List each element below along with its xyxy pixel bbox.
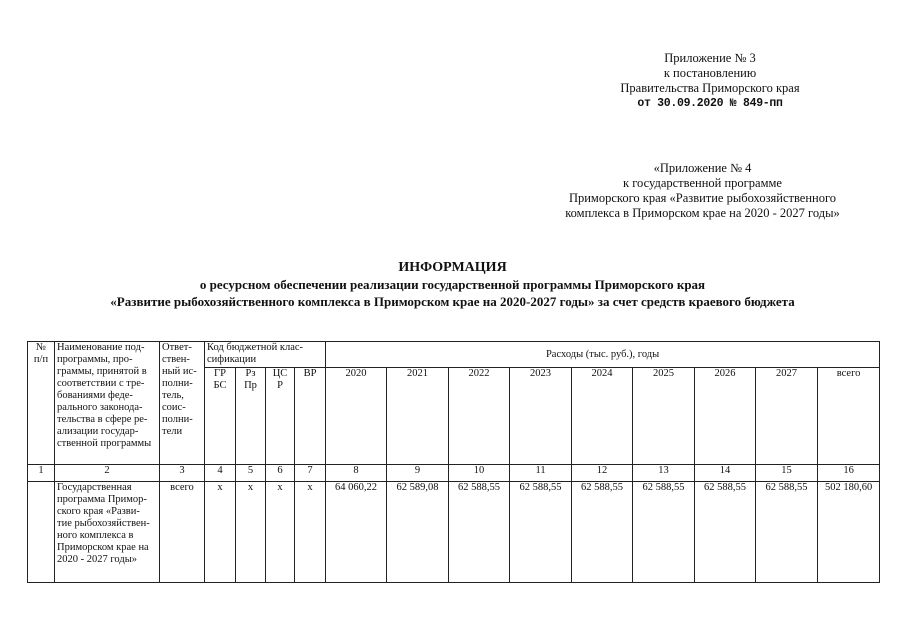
document-title (0, 259, 905, 310)
header-name: Наименование под- программы, про- граммы, принятой в соответствии с тре- бованиями феде- рального законода- тельства в сфере ре- ализации государ- ственной программы (55, 342, 160, 465)
appendix-4-title: «Приложение № 4 (653, 161, 752, 175)
resolution-stamp: от 30.09.2020 № 849-пп (637, 97, 783, 110)
col-number: 1 (28, 465, 55, 482)
col-number: 3 (160, 465, 205, 482)
header-expenses: Расходы (тыс. руб.), годы (326, 342, 880, 368)
row-value-2027: 62 588,55 (756, 482, 818, 583)
header-year: 2026 (695, 368, 756, 465)
row-value-total: 502 180,60 (818, 482, 880, 583)
row-value-2022: 62 588,55 (449, 482, 510, 583)
col-number: 10 (449, 465, 510, 482)
header-year: 2023 (510, 368, 572, 465)
appendix-4-block (520, 161, 885, 221)
col-number: 12 (572, 465, 633, 482)
header-rzpr: Рз Пр (236, 368, 266, 465)
row-value-2024: 62 588,55 (572, 482, 633, 583)
col-number: 5 (236, 465, 266, 482)
header-total: всего (818, 368, 880, 465)
header-year: 2024 (572, 368, 633, 465)
header-year: 2022 (449, 368, 510, 465)
header-budget-code: Код бюджетной клас- сификации (205, 342, 326, 368)
row-value-2020: 64 060,22 (326, 482, 387, 583)
row-value-2025: 62 588,55 (633, 482, 695, 583)
col-number: 9 (387, 465, 449, 482)
appendix-3-title: Приложение № 3 (664, 51, 756, 65)
header-year: 2025 (633, 368, 695, 465)
row-csr: х (266, 482, 295, 583)
appendix-3-line: к постановлению (663, 66, 757, 80)
header-csr: ЦС Р (266, 368, 295, 465)
resource-table (27, 341, 880, 583)
col-number: 6 (266, 465, 295, 482)
col-number: 7 (295, 465, 326, 482)
appendix-4-line: к государственной программе (623, 176, 782, 190)
row-rzpr: х (236, 482, 266, 583)
row-grbs: х (205, 482, 236, 583)
col-number: 8 (326, 465, 387, 482)
header-vr: ВР (295, 368, 326, 465)
row-num (28, 482, 55, 583)
row-value-2023: 62 588,55 (510, 482, 572, 583)
col-number: 15 (756, 465, 818, 482)
appendix-4-line: Приморского края «Развитие рыбохозяйственного (568, 191, 837, 205)
row-responsible: всего (160, 482, 205, 583)
column-number-row (28, 465, 880, 482)
col-number: 4 (205, 465, 236, 482)
header-year: 2020 (326, 368, 387, 465)
header-year: 2021 (387, 368, 449, 465)
appendix-3-block (560, 51, 860, 111)
header-year: 2027 (756, 368, 818, 465)
header-responsible: Ответ- ствен- ный ис- полни- тель, соис- полни- тели (160, 342, 205, 465)
row-value-2021: 62 589,08 (387, 482, 449, 583)
col-number: 14 (695, 465, 756, 482)
header-grbs: ГР БС (205, 368, 236, 465)
appendix-4-line: комплекса в Приморском крае на 2020 - 2027 годы» (565, 206, 840, 220)
col-number: 13 (633, 465, 695, 482)
table-row (28, 482, 880, 583)
col-number: 16 (818, 465, 880, 482)
title-subtitle: «Развитие рыбохозяйственного комплекса в Приморском крае на 2020-2027 годы» за счет средств краевого бюджета (110, 294, 795, 309)
row-value-2026: 62 588,55 (695, 482, 756, 583)
row-vr: х (295, 482, 326, 583)
col-number: 2 (55, 465, 160, 482)
header-num: № п/п (28, 342, 55, 465)
title-subtitle: о ресурсном обеспечении реализации государственной программы Приморского края (199, 277, 706, 292)
col-number: 11 (510, 465, 572, 482)
row-name: Государственная программа Примор- ского края «Разви- тие рыбохозяйствен- ного комплекса в Приморском крае на 2020 - 2027 годы» (55, 482, 160, 583)
title-heading: ИНФОРМАЦИЯ (398, 260, 507, 275)
appendix-3-line: Правительства Приморского края (620, 81, 800, 95)
